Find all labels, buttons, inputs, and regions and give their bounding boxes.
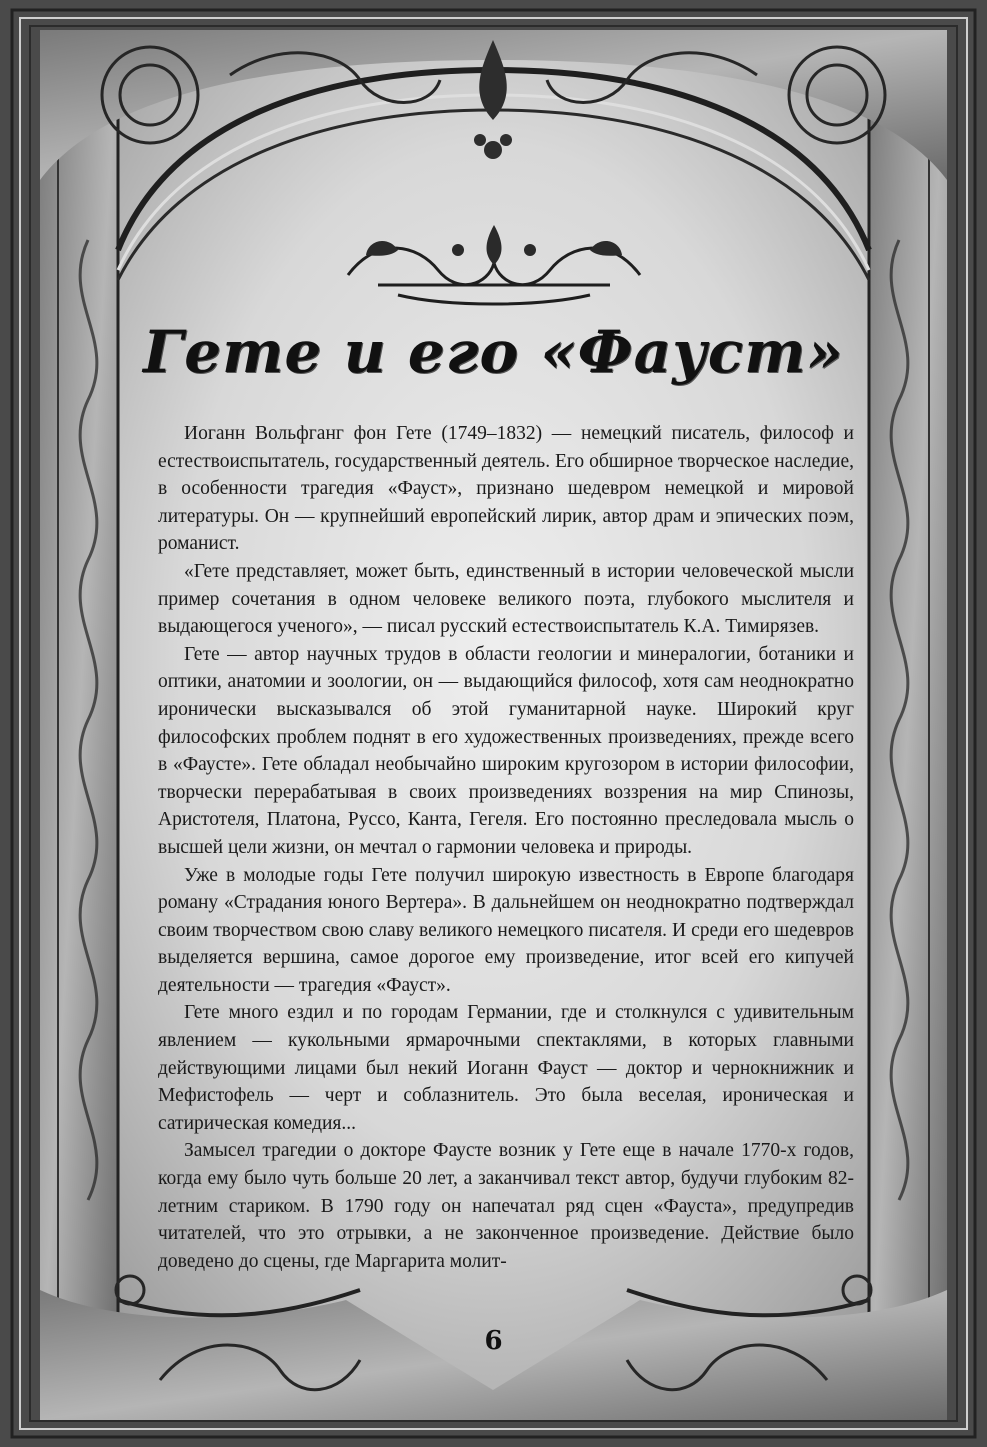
paragraph-3: Гете — автор научных трудов в области геологии и минералогии, ботаники и оптики, анатомии и зоологии, он — выдающийся философ, хотя сам неоднократно иронически высказывался об этой гуманитарной науке. Широкий круг философских проблем поднят в его художественных произведениях, прежде всего в «Фаусте». Гете обладал необычайно широким кругозором в истории философии, творчески перерабатывая в своих произведениях воззрения на мир Спинозы, Аристотеля, Платона, Руссо, Канта, Гегеля. Его постоянно преследовала мысль о высшей цели жизни, он мечтал о гармонии человека и природы.: [158, 643, 854, 858]
title-ornament: [338, 215, 650, 310]
paragraph-2: «Гете представляет, может быть, единственный в истории человеческой мысли пример сочетания в одном человеке великого поэта, глубокого мыслителя и выдающегося ученого», — писал русский естествоиспытатель К.А. Тимирязев.: [158, 560, 854, 638]
paragraph-1: Иоганн Вольфганг фон Гете (1749–1832) — немецкий писатель, философ и естествоиспытатель, государственный деятель. Его обширное творческое наследие, в особенности трагедия «Фауст», признано шедевром немецкой и мировой литературы. Он — крупнейший европейский лирик, автор драм и эпических поэм, романист.: [158, 423, 854, 555]
body-text: [158, 420, 854, 1275]
paragraph-4: Уже в молодые годы Гете получил широкую известность в Европе благодаря роману «Страдания юного Вертера». В дальнейшем он неоднократно подтверждал своим творчеством свою славу великого немецкого писателя. И среди его шедевров выделяется вершина, самое дорогое ему произведение, итог всей его кипучей деятельности — трагедия «Фауст».: [158, 864, 854, 996]
page-number: 6: [484, 1326, 503, 1356]
page-title: Гете и его «Фауст»: [143, 318, 844, 386]
paragraph-5: Гете много ездил и по городам Германии, где и столкнулся с удивительным явлением — кукольными ярмарочными спектаклями, в которых главными действующими лицами был некий Иоганн Фауст — доктор и чернокнижник и Мефистофель — черт и соблазнитель. Это была веселая, ироническая и сатирическая комедия...: [158, 1002, 854, 1134]
paragraph-6: Замысел трагедии о докторе Фаусте возник у Гете еще в начале 1770-х годов, когда ему было чуть больше 20 лет, а заканчивал текст автор, будучи глубоким 82-летним стариком. В 1790 году он напечатал ряд сцен «Фауста», предупредив читателей, что это отрывки, а не законченное произведение. Действие было доведено до сцены, где Маргарита молит-: [158, 1140, 854, 1272]
